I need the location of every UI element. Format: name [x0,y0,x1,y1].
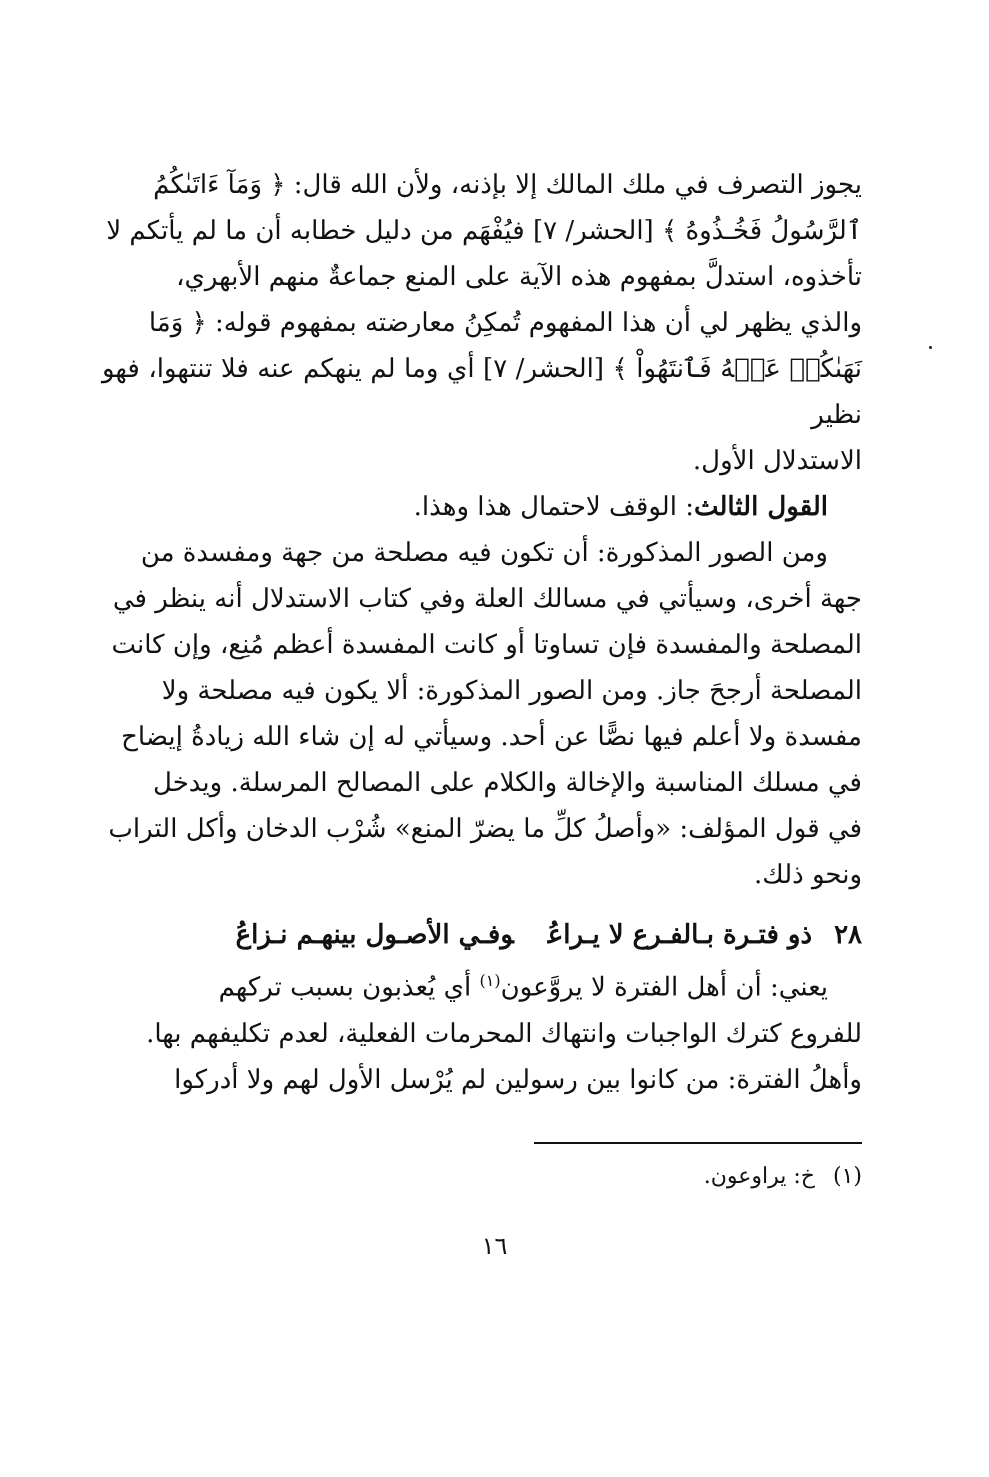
footnote [704,1160,862,1194]
text-line: تأخذوه، استدلَّ بمفهوم هذه الآية على المنع جماعةٌ منهم الأبهري، [176,262,862,292]
footnote-ref[interactable]: (١) [479,971,501,990]
third-saying-text: : الوقف لاحتمال هذا وهذا. [413,492,694,522]
text-line: ٱلرَّسُولُ فَخُـذُوهُ ﴾ [الحشر/ ٧] فيُفْهَم من دليل خطابه أن ما لم يأتكم لا [106,216,862,246]
body-text [102,162,862,898]
text-line: جهة أخرى، وسيأتي في مسالك العلة وفي كتاب الاستدلال أنه ينظر في [112,584,862,614]
text-line: للفروع كترك الواجبات وانتهاك المحرمات الفعلية، لعدم تكليفهم بها. [146,1018,862,1049]
text-line: المصلحة أرجحَ جاز. ومن الصور المذكورة: ألا يكون فيه مصلحة ولا [161,676,862,706]
verse-hemistich-1: ذو فتـرة بـالفـرع لا يـراعُ [547,920,813,950]
paragraph-2 [102,484,862,530]
text-line: ونحو ذلك. [754,860,862,890]
page-number: ١٦ [481,1232,508,1260]
text-segment: يعني: أن أهل الفترة لا يروَّعون [500,972,828,1003]
verse-number: ٢٨ [834,920,862,950]
commentary-text [102,958,862,1103]
third-saying-label: القول الثالث [693,492,828,522]
text-segment: أي يُعذبون بسبب تركهم [218,972,480,1003]
footnote-text: خ: يراوعون. [703,1164,815,1189]
text-line [102,958,862,1011]
margin-dot [929,346,932,349]
verse-hemistich-2: وفـي الأصـول بينهـم نـزاعُ [235,920,514,950]
text-line: مفسدة ولا أعلم فيها نصًّا عن أحد. وسيأتي له إن شاء الله زيادةُ إيضاح [121,722,862,752]
paragraph-4 [102,958,862,1103]
text-line: في قول المؤلف: «وأصلُ كلِّ ما يضرّ المنع» شُرْب الدخان وأكل التراب [108,814,862,844]
footnote-number: (١) [832,1164,862,1189]
paragraph-1 [102,162,862,484]
paragraph-3 [102,530,862,898]
text-line: المصلحة والمفسدة فإن تساوتا أو كانت المفسدة أعظم مُنِع، وإن كانت [111,630,862,660]
text-line: وأهلُ الفترة: من كانوا بين رسولين لم يُرْسل الأول لهم ولا أدركوا [174,1064,862,1095]
text-line: نَهَىٰكُمۡ عَنۡهُ فَٱنتَهُواْ ﴾ [الحشر/ ٧] أي وما لم ينهكم عنه فلا تنتهوا، فهو نظير [102,354,862,430]
verse-line [102,912,862,958]
text-line: في مسلك المناسبة والإخالة والكلام على المصالح المرسلة. ويدخل [153,768,862,798]
footnote-divider [534,1142,862,1144]
text-line: الاستدلال الأول. [692,446,862,476]
text-line: يجوز التصرف في ملك المالك إلا بإذنه، ولأن الله قال: ﴿ وَمَآ ءَاتَىٰكُمُ [153,170,862,200]
text-line: ومن الصور المذكورة: أن تكون فيه مصلحة من جهة ومفسدة من [140,538,828,568]
text-line: والذي يظهر لي أن هذا المفهوم تُمكِنُ معارضته بمفهوم قوله: ﴿ وَمَا [148,308,862,338]
